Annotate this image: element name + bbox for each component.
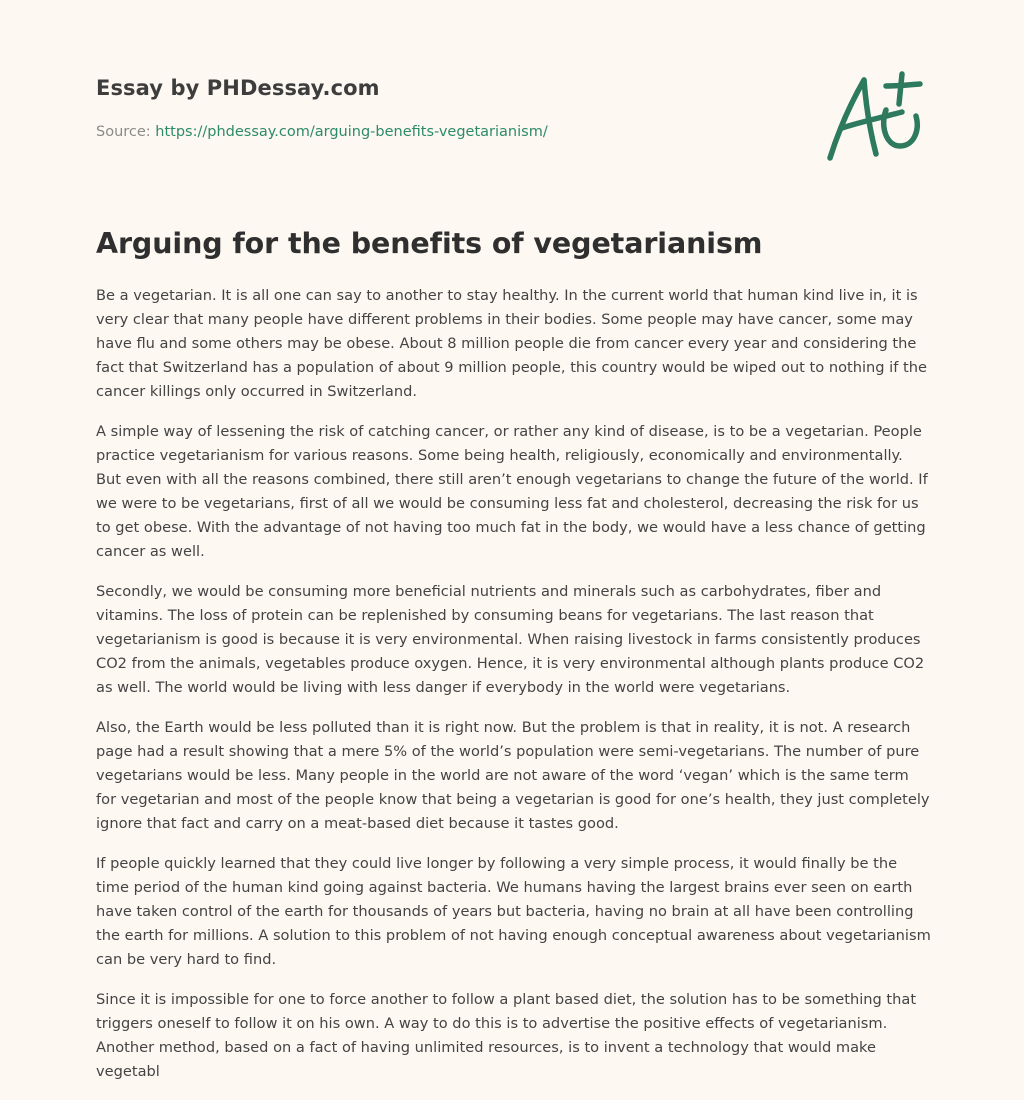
- essay-paragraph: A simple way of lessening the risk of catching cancer, or rather any kind of disease, is to be a vegetarian. People practice vegetarianism for various reasons. Some being health, religiously, economically and environmentally. But even with all the reasons combined, there still aren’t enough vegetarians to change the future of the world. If we were to be vegetarians, first of all we would be consuming less fat and cholesterol, decreasing the risk for us to get obese. With the advantage of not having too much fat in the body, we would have a less chance of getting cancer as well.: [96, 423, 928, 560]
- essay-paragraph: Secondly, we would be consuming more beneficial nutrients and minerals such as carbohydrates, fiber and vitamins. The loss of protein can be replenished by consuming beans for vegetarians. The last reason that vegetarianism is good is because it is very environmental. When raising livestock in farms consistently produces CO2 from the animals, vegetables produce oxygen. Hence, it is very environmental although plants produce CO2 as well. The world would be living with less danger if everybody in the world were vegetarians.: [96, 583, 925, 696]
- essay-title: Arguing for the benefits of vegetarianism: [96, 227, 763, 260]
- essay-paragraph: Since it is impossible for one to force another to follow a plant based diet, the solution has to be something that triggers oneself to follow it on his own. A way to do this is to advertise the positive effects of vegetarianism. Another method, based on a fact of having unlimited resources, is to invent a technology that would make vegetabl: [96, 991, 917, 1080]
- brand-title: Essay by PHDessay.com: [96, 76, 380, 100]
- essay-body: [96, 284, 932, 1100]
- essay-paragraph: Also, the Earth would be less polluted than it is right now. But the problem is that in reality, it is not. A research page had a result showing that a mere 5% of the world’s population were semi-vegetarians. The number of pure vegetarians would be less. Many people in the world are not aware of the word ‘vegan’ which is the same term for vegetarian and most of the people know that being a vegetarian is good for one’s health, they just completely ignore that fact and carry on a meat-based diet because it tastes good.: [96, 719, 930, 832]
- source-link[interactable]: https://phdessay.com/arguing-benefits-vegetarianism/: [155, 124, 548, 140]
- source-line: [96, 124, 548, 140]
- essay-paragraph: Be a vegetarian. It is all one can say to another to stay healthy. In the current world that human kind live in, it is very clear that many people have different problems in their bodies. Some people may have cancer, some may have flu and some others may be obese. About 8 million people die from cancer every year and considering the fact that Switzerland has a population of about 9 million people, this country would be wiped out to nothing if the cancer killings only occurred in Switzerland.: [96, 287, 927, 400]
- source-label: Source:: [96, 124, 156, 140]
- essay-paragraph: If people quickly learned that they could live longer by following a very simple process, it would finally be the time period of the human kind going against bacteria. We humans having the largest brains ever seen on earth have taken control of the earth for thousands of years but bacteria, having no brain at all have been controlling the earth for millions. A solution to this problem of not having enough conceptual awareness about vegetarianism can be very hard to find.: [96, 855, 931, 968]
- a-plus-logo-icon: [820, 66, 930, 166]
